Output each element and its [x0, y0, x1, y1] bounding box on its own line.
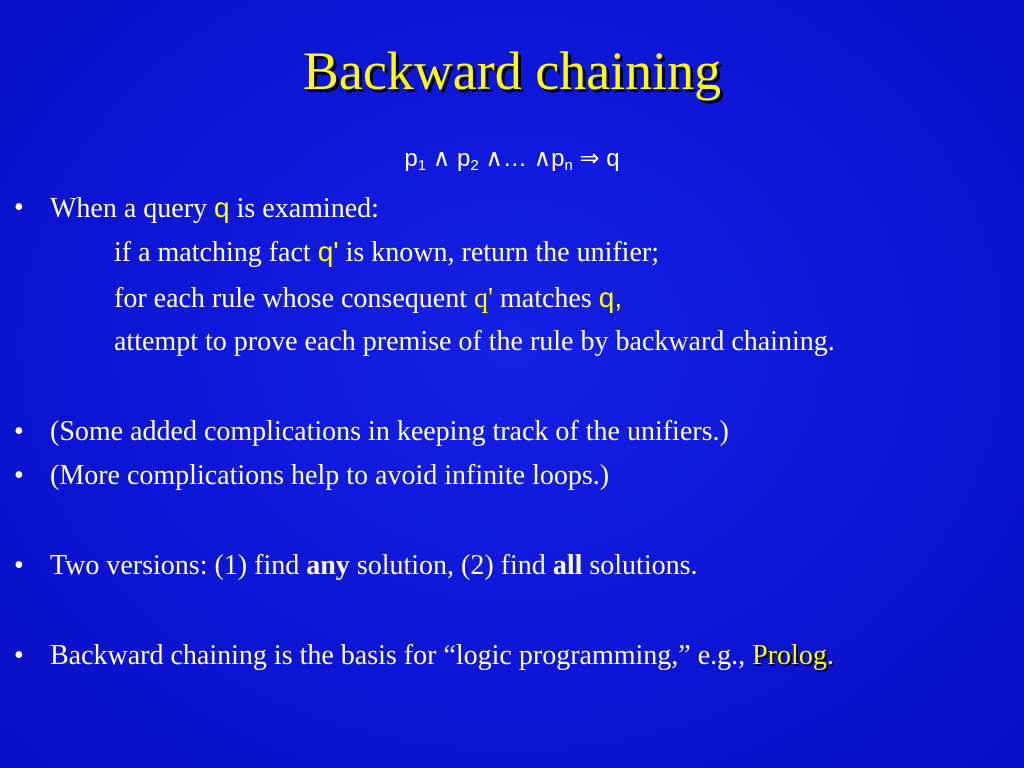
emphasis-all: all: [552, 550, 583, 581]
text-segment: matches: [493, 283, 599, 314]
slide-title: Backward chaining: [302, 41, 722, 101]
highlight-q-prime: q': [317, 236, 339, 267]
emphasis-any: any: [306, 550, 350, 581]
bullet-two-versions: [50, 552, 698, 580]
indent-matching-fact: [114, 238, 659, 267]
bullet-marker: •: [14, 192, 24, 223]
highlight-q: q: [214, 192, 230, 223]
highlight-prolog: Prolog.: [752, 640, 834, 671]
formula-and1: ∧: [426, 145, 457, 172]
text-segment: solution, (2) find: [349, 550, 553, 581]
bullet-query-examined: [50, 194, 379, 223]
bullet-marker: •: [14, 550, 24, 581]
formula-sub1: 1: [417, 157, 427, 174]
bullet-marker: •: [14, 416, 24, 447]
text-segment: When a query: [50, 193, 215, 224]
formula-subn: n: [564, 157, 573, 174]
highlight-q-prime: q': [473, 283, 494, 314]
bullet-marker: •: [14, 460, 24, 491]
text-segment: Two versions: (1) find: [50, 550, 307, 581]
formula-pn: p: [551, 145, 565, 172]
bullet-marker: •: [14, 640, 24, 671]
text-segment: if a matching fact: [114, 237, 318, 268]
bullet-unifiers: (Some added complications in keeping track of the unifiers.): [50, 416, 729, 447]
text-segment: is known, return the unifier;: [338, 237, 659, 268]
indent-attempt-prove: attempt to prove each premise of the rule by backward chaining.: [114, 326, 835, 357]
formula-p1: p: [404, 145, 418, 172]
text-segment: for each rule whose consequent: [114, 283, 474, 314]
text-segment: Backward chaining is the basis for “logic programming,” e.g.,: [50, 640, 753, 671]
formula-implies: ⇒ q: [572, 145, 620, 172]
text-segment: solutions.: [582, 550, 698, 581]
bullet-infinite-loops: (More complications help to avoid infinite loops.): [50, 460, 610, 491]
rule-formula: [0, 144, 1024, 174]
formula-p2: p: [456, 145, 471, 172]
indent-each-rule: [114, 284, 622, 313]
bullet-logic-programming: [50, 642, 834, 670]
highlight-q: q,: [598, 282, 623, 313]
formula-and2: ∧… ∧: [478, 145, 552, 172]
formula-sub2: 2: [470, 157, 479, 174]
text-segment: is examined:: [229, 193, 379, 224]
